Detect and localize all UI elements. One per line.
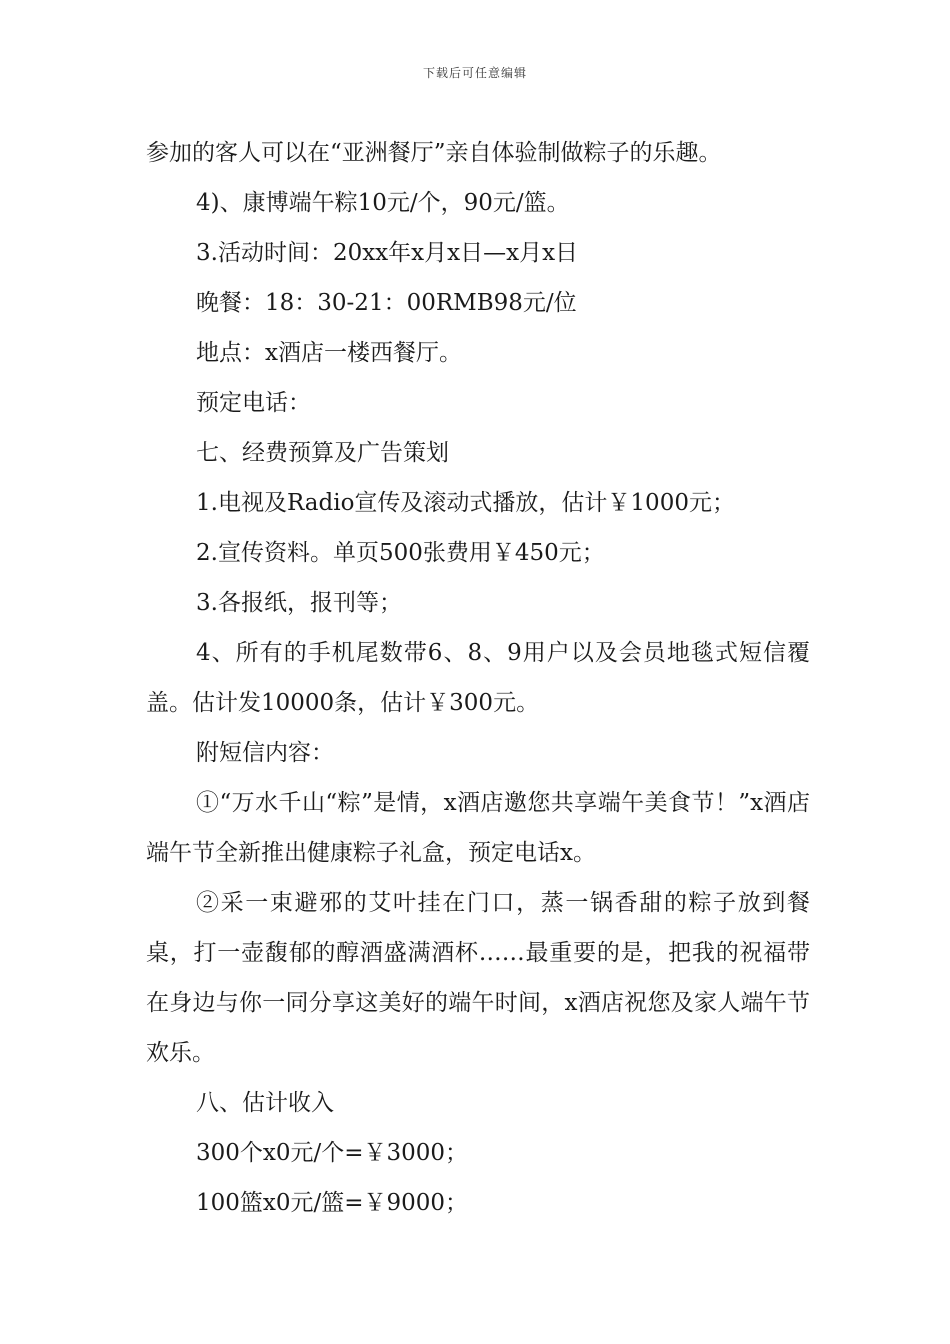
text-line: 晚餐：18：30-21：00RMB98元/位 bbox=[196, 290, 577, 316]
section-heading: 七、经费预算及广告策划 bbox=[196, 440, 449, 466]
income-line: 100篮x0元/篮=￥9000； bbox=[196, 1190, 469, 1216]
paragraph-sms-1: ①“万水千山“粽”是情，x酒店邀您共享端午美食节！”x酒店端午节全新推出健康粽子礼盒，预定电话x。 bbox=[146, 790, 810, 866]
paragraph-sms-coverage: 4、所有的手机尾数带6、8、9用户以及会员地毯式短信覆盖。估计发10000条，估计￥300元。 bbox=[146, 640, 810, 716]
text-line: 3.各报纸，报刊等； bbox=[196, 590, 402, 616]
text-line: 预定电话： bbox=[196, 390, 311, 416]
income-line: 300个x0元/个=￥3000； bbox=[196, 1140, 469, 1166]
paragraph-sms-2: ②采一束避邪的艾叶挂在门口，蒸一锅香甜的粽子放到餐桌，打一壶馥郁的醇酒盛满酒杯……最重要的是，把我的祝福带在身边与你一同分享这美好的端午时间，x酒店祝您及家人端午节欢乐。 bbox=[146, 890, 810, 1066]
document-body bbox=[146, 128, 810, 1228]
text-line: 2.宣传资料。单页500张费用￥450元； bbox=[196, 540, 605, 566]
text-line: 4)、康博端午粽10元/个，90元/篮。 bbox=[196, 190, 570, 216]
text-line: 1.电视及Radio宣传及滚动式播放，估计￥1000元； bbox=[196, 490, 735, 516]
section-heading: 八、估计收入 bbox=[196, 1090, 334, 1116]
page-header-note: 下载后可任意编辑 bbox=[422, 66, 527, 80]
sms-heading: 附短信内容： bbox=[196, 740, 334, 766]
text-line: 参加的客人可以在“亚洲餐厅”亲自体验制做粽子的乐趣。 bbox=[146, 140, 722, 166]
text-line: 3.活动时间：20xx年x月x日—x月x日 bbox=[196, 240, 579, 266]
text-line: 地点：x酒店一楼西餐厅。 bbox=[196, 340, 462, 366]
